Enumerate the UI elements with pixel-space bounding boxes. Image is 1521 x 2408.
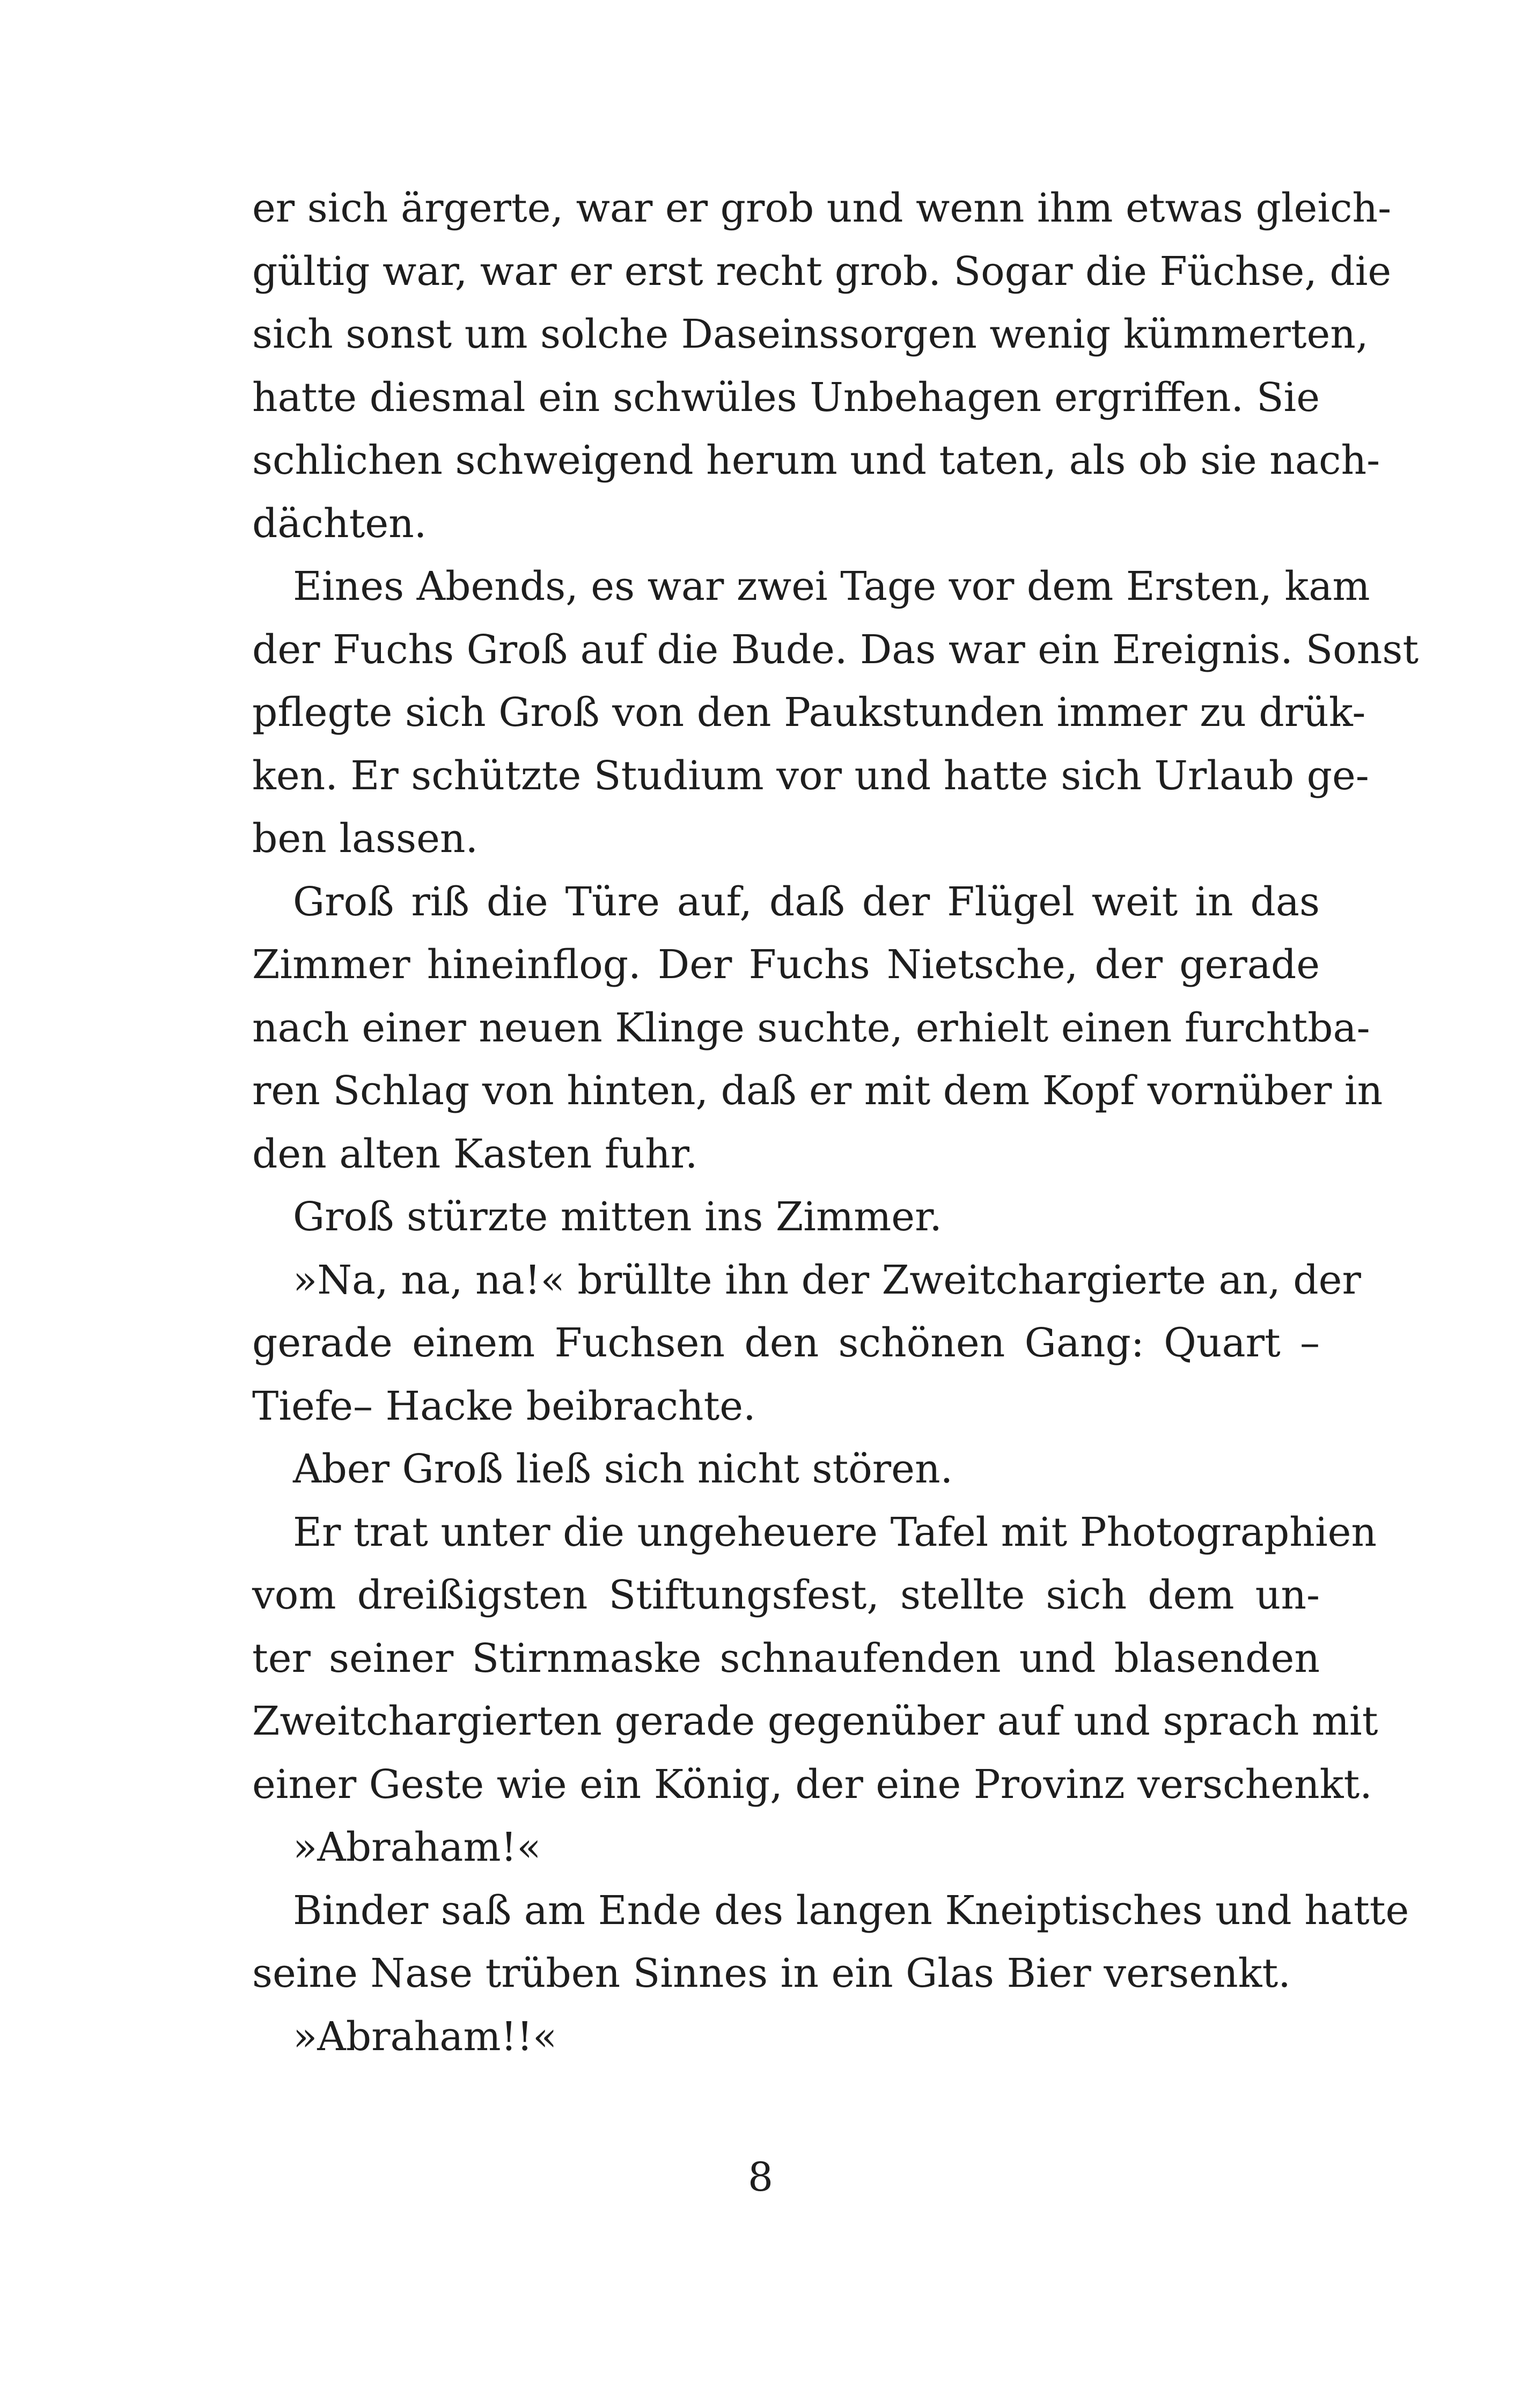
- text-line: seine Nase trüben Sinnes in ein Glas Bier versenkt.: [252, 1950, 1291, 1996]
- text-line: schlichen schweigend herum und taten, als ob sie nach-: [252, 437, 1380, 483]
- paragraph: [252, 555, 1419, 871]
- text-line: Groß riß die Türe auf, daß der Flügel weit in das: [293, 878, 1320, 925]
- text-line: dächten.: [252, 500, 427, 547]
- text-line: nach einer neuen Klinge suchte, erhielt einen furchtba-: [252, 1004, 1370, 1051]
- text-line: pflegte sich Groß von den Paukstunden immer zu drük-: [252, 689, 1366, 736]
- text-line: er sich ärgerte, war er grob und wenn ihm etwas gleich-: [252, 185, 1392, 231]
- text-line: Aber Groß ließ sich nicht stören.: [293, 1446, 953, 1492]
- text-line: ren Schlag von hinten, daß er mit dem Kopf vornüber in: [252, 1068, 1383, 1114]
- text-line: »Abraham!!«: [293, 2013, 557, 2060]
- paragraph: [252, 1501, 1378, 1817]
- text-line: ben lassen.: [252, 816, 479, 862]
- paragraph: [252, 1438, 1320, 1501]
- text-line: Tiefe– Hacke beibrachte.: [252, 1383, 756, 1429]
- text-line: der Fuchs Groß auf die Bude. Das war ein Ereignis. Sonst: [252, 626, 1419, 673]
- page-number: 8: [747, 2154, 774, 2200]
- paragraph: [252, 1880, 1409, 2006]
- text-line: den alten Kasten fuhr.: [252, 1130, 698, 1177]
- paragraph: [252, 871, 1383, 1186]
- paragraph: [252, 1249, 1361, 1438]
- text-line: ter seiner Stirnmaske schnaufenden und blasenden: [252, 1635, 1320, 1682]
- text-line: hatte diesmal ein schwüles Unbehagen ergriffen. Sie: [252, 374, 1320, 421]
- text-line: Binder saß am Ende des langen Kneiptisches und hatte: [293, 1887, 1409, 1934]
- text-line: gültig war, war er erst recht grob. Sogar die Füchse, die: [252, 248, 1392, 295]
- text-line: vom dreißigsten Stiftungsfest, stellte sich dem un-: [252, 1572, 1320, 1618]
- text-line: Zweitchargierten gerade gegenüber auf und sprach mit: [252, 1698, 1378, 1744]
- text-line: Er trat unter die ungeheuere Tafel mit Photographien: [293, 1509, 1377, 1555]
- text-line: Zimmer hineinflog. Der Fuchs Nietsche, der gerade: [252, 942, 1320, 988]
- text-line: einer Geste wie ein König, der eine Provinz verschenkt.: [252, 1761, 1372, 1808]
- paragraph: [252, 1186, 1320, 1249]
- text-line: Eines Abends, es war zwei Tage vor dem Ersten, kam: [293, 563, 1370, 610]
- text-line: »Na, na, na!« brüllte ihn der Zweitchargierte an, der: [293, 1257, 1361, 1303]
- text-line: ken. Er schützte Studium vor und hatte sich Urlaub ge-: [252, 752, 1369, 799]
- text-line: Groß stürzte mitten ins Zimmer.: [293, 1194, 942, 1240]
- paragraph: [252, 2006, 1320, 2069]
- paragraph: [252, 177, 1392, 555]
- text-line: gerade einem Fuchsen den schönen Gang: Quart –: [252, 1320, 1320, 1366]
- body-text: [252, 177, 1419, 2068]
- text-line: sich sonst um solche Daseinssorgen wenig kümmerten,: [252, 311, 1369, 357]
- text-line: »Abraham!«: [293, 1824, 541, 1870]
- paragraph: [252, 1816, 1320, 1880]
